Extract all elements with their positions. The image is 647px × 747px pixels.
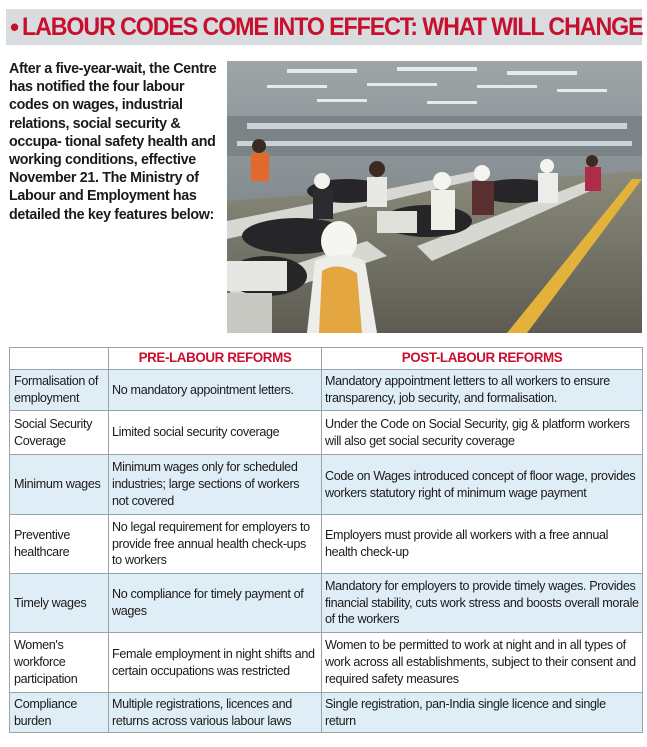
row-post: Mandatory for employers to provide timely wages. Provides financial stability, cuts work stress and boosts overall morale of the workers [322, 574, 643, 633]
header-pre-labour-reforms: PRE-LABOUR REFORMS [109, 348, 322, 370]
row-post: Employers must provide all workers with a free annual health check-up [322, 515, 643, 574]
row-category: Compliance burden [10, 693, 109, 733]
table-row [10, 574, 643, 633]
headline-bullet: • [10, 12, 20, 42]
headline-title: LABOUR CODES COME INTO EFFECT: WHAT WILL CHANGE [22, 12, 643, 41]
row-pre: No compliance for timely payment of wages [109, 574, 322, 633]
row-pre: Minimum wages only for scheduled industries; large sections of workers not covered [109, 455, 322, 515]
table-row [10, 693, 643, 733]
labour-codes-table [9, 347, 643, 733]
row-post: Single registration, pan-India single licence and single return [322, 693, 643, 733]
table-row [10, 370, 643, 411]
table-row [10, 515, 643, 574]
row-category: Preventive healthcare [10, 515, 109, 574]
factory-photo [227, 61, 642, 333]
row-category: Minimum wages [10, 455, 109, 515]
row-pre: Female employment in night shifts and certain occupations was restricted [109, 633, 322, 693]
factory-photo-image [227, 61, 642, 333]
row-category: Social Security Coverage [10, 411, 109, 455]
intro-paragraph: After a five-year-wait, the Centre has notified the four labour codes on wages, industrial relations, social security & occupa- tional safety health and working conditions, effective November 21. The Ministry of Labour and Employment has detailed the key features below: [9, 61, 217, 223]
row-pre: No mandatory appointment letters. [109, 370, 322, 411]
headline-banner [6, 9, 642, 45]
table-row [10, 411, 643, 455]
header-category [10, 348, 109, 370]
header-post-labour-reforms: POST-LABOUR REFORMS [322, 348, 643, 370]
row-pre: Multiple registrations, licences and returns across various labour laws [109, 693, 322, 733]
row-post: Mandatory appointment letters to all workers to ensure transparency, job security, and formalisation. [322, 370, 643, 411]
row-post: Code on Wages introduced concept of floor wage, provides workers statutory right of minimum wage payment [322, 455, 643, 515]
row-pre: No legal requirement for employers to provide free annual health check-ups to workers [109, 515, 322, 574]
row-post: Women to be permitted to work at night and in all types of work across all establishments, subject to their consent and required safety measures [322, 633, 643, 693]
row-post: Under the Code on Social Security, gig & platform workers will also get social security coverage [322, 411, 643, 455]
table-row [10, 455, 643, 515]
row-category: Formalisation of employment [10, 370, 109, 411]
row-category: Women's workforce participation [10, 633, 109, 693]
row-category: Timely wages [10, 574, 109, 633]
row-pre: Limited social security coverage [109, 411, 322, 455]
table-header-row [10, 348, 643, 370]
table-row [10, 633, 643, 693]
